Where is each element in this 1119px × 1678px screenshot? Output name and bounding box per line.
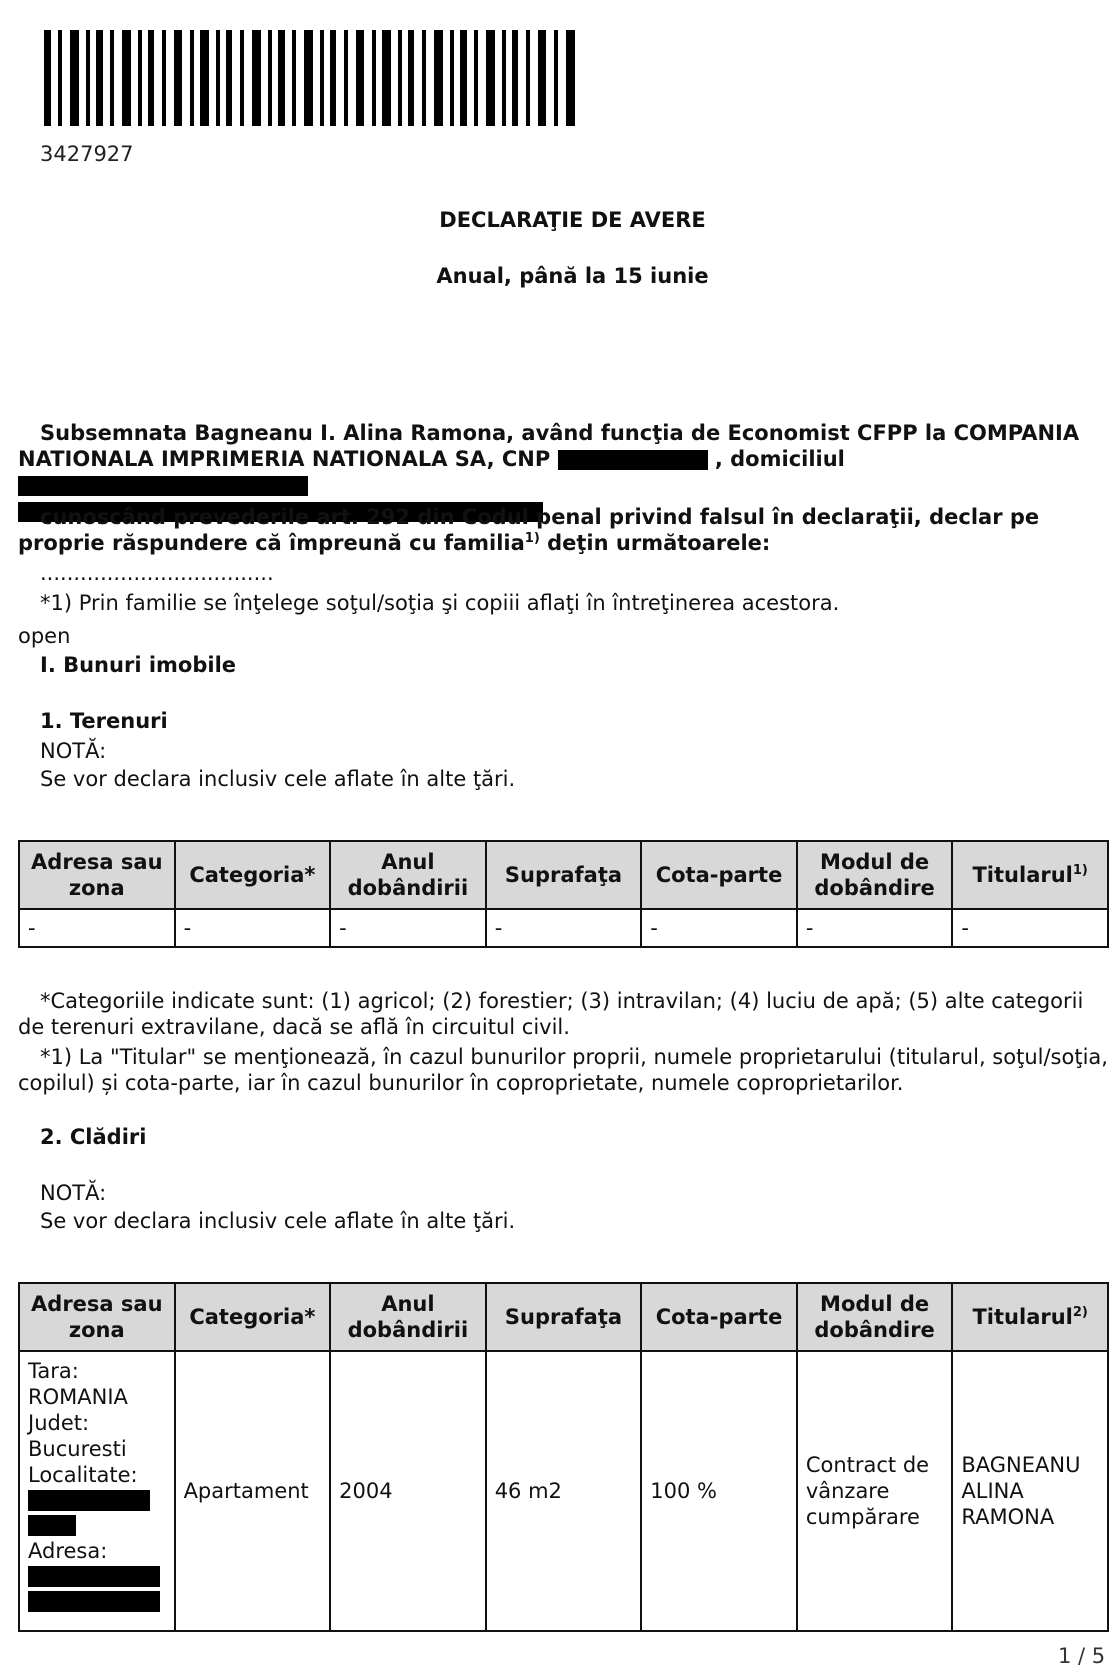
nota-label: NOTĂ: xyxy=(40,739,107,763)
redacted-block xyxy=(28,1515,76,1536)
col-titular xyxy=(952,841,1108,909)
redacted-block xyxy=(28,1566,160,1587)
cell-categoria: - xyxy=(175,909,331,947)
cell-modul: Contract de vânzare cumpărare xyxy=(797,1351,953,1631)
declaration-text: cunoscând prevederile art. 292 din Codul penal privind falsul în declaraţii, declar pe proprie răspundere că împreună cu familia xyxy=(18,505,1040,555)
cell-anul: - xyxy=(330,909,486,947)
cell-cota: 100 % xyxy=(641,1351,797,1631)
col-categoria: Categoria* xyxy=(175,1283,331,1351)
col-titular xyxy=(952,1283,1108,1351)
dotted-line: ................................... xyxy=(40,561,274,585)
document-title: DECLARAŢIE DE AVERE xyxy=(439,208,706,232)
section-cladiri-heading: 2. Clădiri xyxy=(40,1125,147,1149)
cell-titular: - xyxy=(952,909,1108,947)
cell-categoria: Apartament xyxy=(175,1351,331,1631)
tara-label: Tara: xyxy=(28,1359,79,1383)
col-adresa: Adresa sau zona xyxy=(19,841,175,909)
col-titular-label: Titularul xyxy=(972,863,1073,887)
tara-value: ROMANIA xyxy=(28,1385,128,1409)
cell-suprafata: 46 m2 xyxy=(486,1351,642,1631)
col-suprafata: Suprafaţa xyxy=(486,841,642,909)
cell-adresa xyxy=(19,1351,175,1631)
redacted-adresa xyxy=(28,1564,166,1618)
table-row xyxy=(19,909,1108,947)
redacted-localitate xyxy=(28,1488,166,1538)
col-modul: Modul de dobândire xyxy=(797,841,953,909)
nota-label-2: NOTĂ: xyxy=(40,1181,107,1205)
adresa-label: Adresa: xyxy=(28,1539,108,1563)
cell-cota: - xyxy=(641,909,797,947)
cladiri-table xyxy=(18,1282,1109,1632)
barcode-number: 3427927 xyxy=(40,142,134,166)
nota-text-2: Se vor declara inclusiv cele aflate în alte ţări. xyxy=(40,1209,516,1233)
col-titular-label: Titularul xyxy=(972,1305,1073,1329)
col-adresa: Adresa sau zona xyxy=(19,1283,175,1351)
judet-value: Bucuresti xyxy=(28,1437,127,1461)
redacted-cnp xyxy=(558,450,708,470)
redacted-domicile-1 xyxy=(18,476,308,496)
cell-titular: BAGNEANU ALINA RAMONA xyxy=(952,1351,1108,1631)
footnote-ref: 1) xyxy=(524,531,540,546)
cell-adresa: - xyxy=(19,909,175,947)
document-subtitle: Anual, până la 15 iunie xyxy=(436,264,709,288)
col-titular-sup: 1) xyxy=(1072,863,1088,878)
cell-modul: - xyxy=(797,909,953,947)
section-terenuri-heading: 1. Terenuri xyxy=(40,709,168,733)
terenuri-table xyxy=(18,840,1109,948)
titular-footnote-text: *1) La "Titular" se menţionează, în cazul bunurilor proprii, numele proprietarului (titularul, soţul/soţia, copilul) și cota-parte, iar în cazul bunurilor în coproprietate, numele coproprietarilor. xyxy=(18,1045,1108,1095)
page-number: 1 / 5 xyxy=(1058,1644,1106,1668)
declaration-text-end: deţin următoarele: xyxy=(547,531,771,555)
family-note: *1) Prin familie se înţelege soţul/soţia şi copiii aflaţi în întreţinerea acestora. xyxy=(40,591,840,615)
col-modul: Modul de dobândire xyxy=(797,1283,953,1351)
col-cota: Cota-parte xyxy=(641,1283,797,1351)
redacted-block xyxy=(28,1490,150,1511)
col-categoria: Categoria* xyxy=(175,841,331,909)
barcode xyxy=(44,30,576,126)
table-header-row xyxy=(19,1283,1108,1351)
cell-suprafata: - xyxy=(486,909,642,947)
section-bunuri-imobile: I. Bunuri imobile xyxy=(40,653,237,677)
col-titular-sup: 2) xyxy=(1072,1305,1088,1320)
judet-label: Judet: xyxy=(28,1411,90,1435)
nota-text: Se vor declara inclusiv cele aflate în alte ţări. xyxy=(40,767,516,791)
col-anul: Anul dobândirii xyxy=(330,841,486,909)
table-row xyxy=(19,1351,1108,1631)
localitate-label: Localitate: xyxy=(28,1463,138,1487)
col-suprafata: Suprafaţa xyxy=(486,1283,642,1351)
table-header-row xyxy=(19,841,1108,909)
col-cota: Cota-parte xyxy=(641,841,797,909)
col-anul: Anul dobândirii xyxy=(330,1283,486,1351)
categories-footnote-text: *Categoriile indicate sunt: (1) agricol; (2) forestier; (3) intravilan; (4) luciu de apă; (5) alte categorii de terenuri extravilane, dacă se află în circuitul civil. xyxy=(18,989,1084,1039)
titular-footnote xyxy=(18,1044,1108,1096)
redacted-block xyxy=(28,1591,160,1612)
categories-footnote xyxy=(18,988,1108,1040)
declaration-statement xyxy=(18,504,1108,556)
intro-text-part2: , domiciliul xyxy=(714,447,845,471)
cell-anul: 2004 xyxy=(330,1351,486,1631)
intro-text-part1: Subsemnata Bagneanu I. Alina Ramona, având funcţia de Economist CFPP la COMPANIA NATIONALA IMPRIMERIA NATIONALA SA, CNP xyxy=(18,421,1080,471)
open-label: open xyxy=(18,624,71,648)
